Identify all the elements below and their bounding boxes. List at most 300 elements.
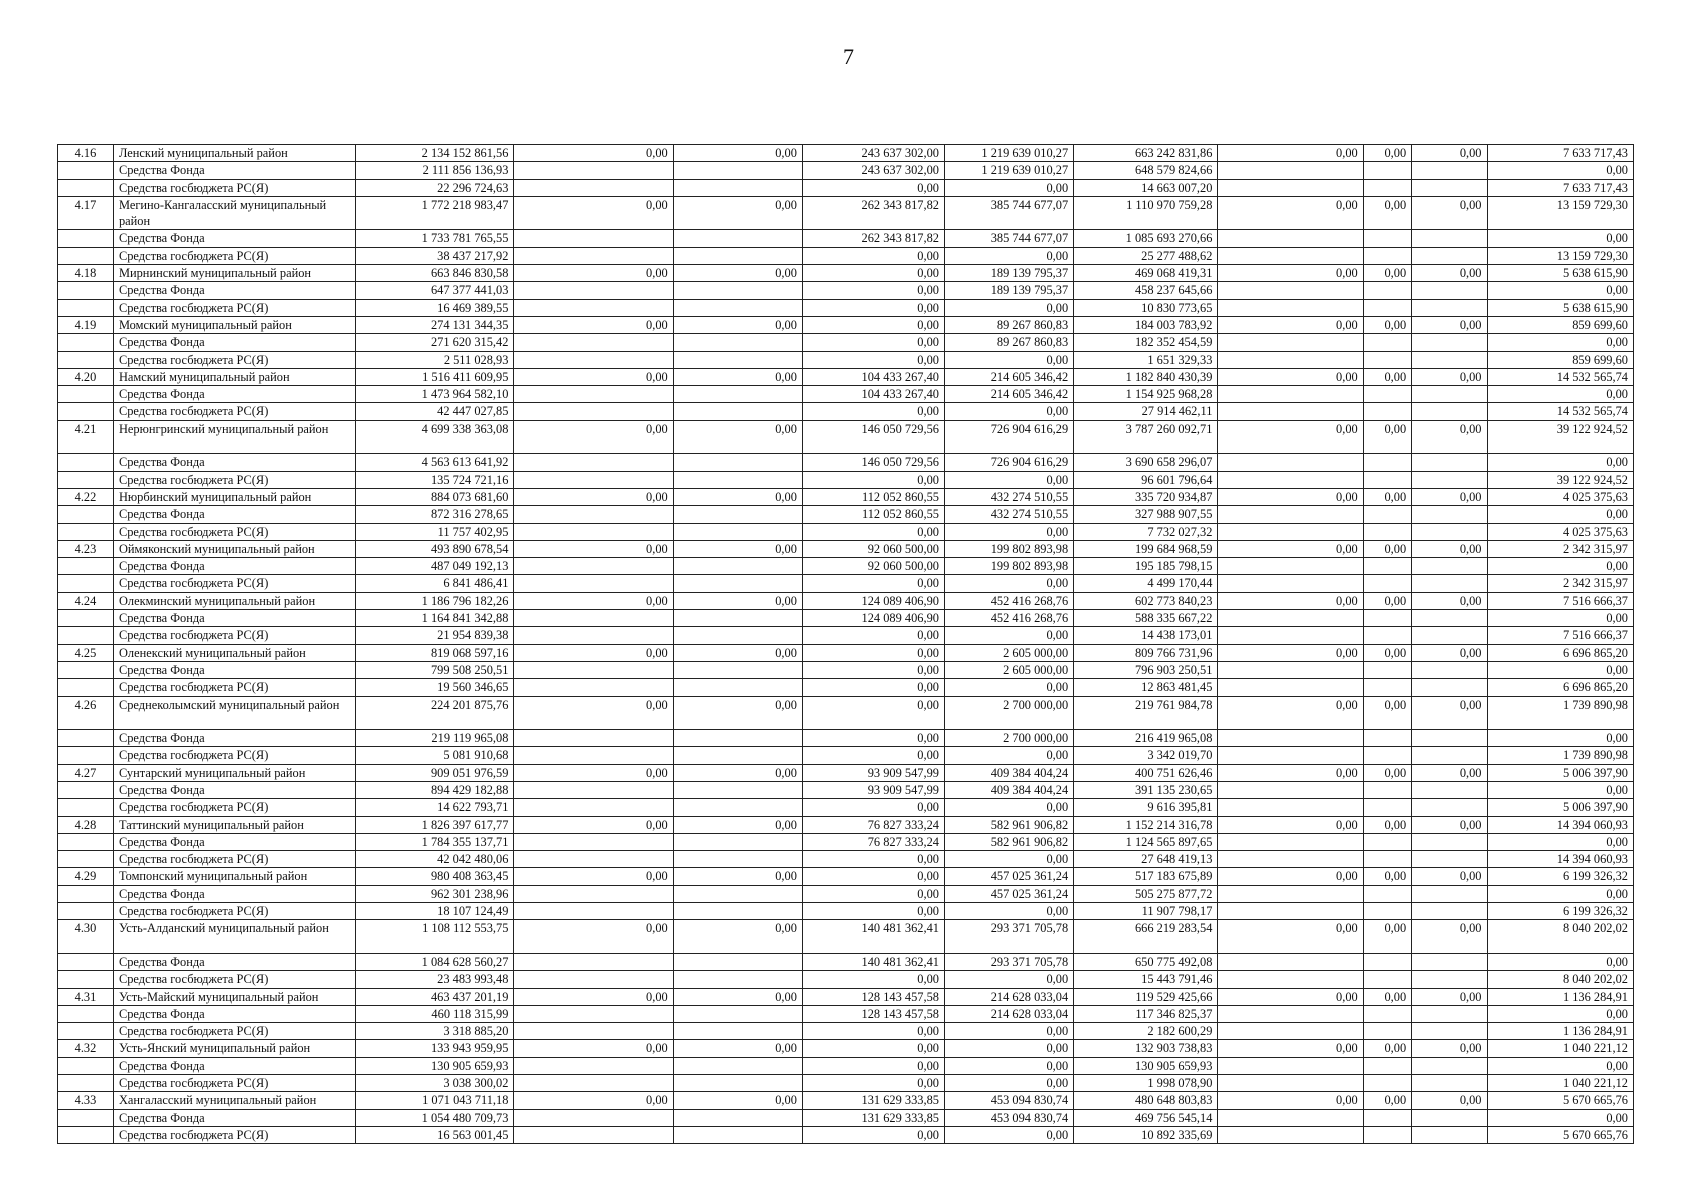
district-name: Намский муниципальный район (113, 368, 355, 385)
amount-cell: 140 481 362,41 (802, 920, 944, 954)
amount-cell: 452 416 268,76 (944, 610, 1073, 627)
amount-cell: 0,00 (673, 368, 802, 385)
amount-cell: 0,00 (802, 179, 944, 196)
amount-cell (673, 1126, 802, 1143)
amount-cell (1363, 661, 1411, 678)
page-number: 7 (843, 44, 854, 69)
amount-cell: 0,00 (1218, 1092, 1363, 1109)
amount-cell (1412, 1023, 1487, 1040)
amount-cell (673, 885, 802, 902)
amount-cell: 16 469 389,55 (356, 299, 514, 316)
amount-cell: 7 732 027,32 (1074, 523, 1218, 540)
amount-cell: 1 182 840 430,39 (1074, 368, 1218, 385)
amount-cell (1412, 386, 1487, 403)
amount-cell (1412, 247, 1487, 264)
amount-cell: 0,00 (802, 316, 944, 333)
amount-cell: 0,00 (514, 644, 673, 661)
amount-cell (514, 179, 673, 196)
amount-cell: 6 696 865,20 (1487, 679, 1634, 696)
amount-cell: 1 772 218 983,47 (356, 196, 514, 230)
amount-cell: 11 757 402,95 (356, 523, 514, 540)
amount-cell (1218, 523, 1363, 540)
amount-cell (1218, 953, 1363, 970)
amount-cell (673, 506, 802, 523)
amount-cell (1218, 903, 1363, 920)
district-name: Усть-Алданский муниципальный район (113, 920, 355, 954)
amount-cell (1412, 903, 1487, 920)
amount-cell (1363, 230, 1411, 247)
amount-cell (514, 1109, 673, 1126)
amount-cell (673, 851, 802, 868)
amount-cell (1363, 523, 1411, 540)
amount-cell: 469 068 419,31 (1074, 265, 1218, 282)
row-number (58, 679, 114, 696)
table-row-fund (58, 558, 1634, 575)
amount-cell: 130 905 659,93 (1074, 1057, 1218, 1074)
table-row-fund (58, 781, 1634, 798)
amount-cell (514, 661, 673, 678)
amount-cell (1363, 747, 1411, 764)
amount-cell: 8 040 202,02 (1487, 920, 1634, 954)
amount-cell: 2 700 000,00 (944, 730, 1073, 747)
amount-cell: 0,00 (802, 282, 944, 299)
amount-cell (1412, 1005, 1487, 1022)
amount-cell: 189 139 795,37 (944, 265, 1073, 282)
amount-cell: 1 071 043 711,18 (356, 1092, 514, 1109)
amount-cell (1218, 610, 1363, 627)
amount-cell: 1 124 565 897,65 (1074, 833, 1218, 850)
amount-cell: 0,00 (514, 764, 673, 781)
amount-cell: 13 159 729,30 (1487, 196, 1634, 230)
amount-cell: 0,00 (802, 851, 944, 868)
amount-cell: 0,00 (802, 299, 944, 316)
amount-cell (673, 730, 802, 747)
source-label: Средства госбюджета РС(Я) (113, 523, 355, 540)
amount-cell (673, 679, 802, 696)
amount-cell (1218, 299, 1363, 316)
table-row-state-budget (58, 471, 1634, 488)
amount-cell: 0,00 (1487, 730, 1634, 747)
source-label: Средства госбюджета РС(Я) (113, 299, 355, 316)
amount-cell: 1 154 925 968,28 (1074, 386, 1218, 403)
table-row-total (58, 368, 1634, 385)
amount-cell: 650 775 492,08 (1074, 953, 1218, 970)
amount-cell (1218, 247, 1363, 264)
amount-cell: 0,00 (944, 799, 1073, 816)
source-label: Средства госбюджета РС(Я) (113, 627, 355, 644)
row-number: 4.30 (58, 920, 114, 954)
row-number: 4.19 (58, 316, 114, 333)
table-row-total (58, 764, 1634, 781)
amount-cell: 0,00 (1363, 868, 1411, 885)
amount-cell: 0,00 (1218, 265, 1363, 282)
amount-cell (1412, 1075, 1487, 1092)
amount-cell: 0,00 (802, 1075, 944, 1092)
amount-cell: 131 629 333,85 (802, 1109, 944, 1126)
amount-cell: 0,00 (673, 816, 802, 833)
amount-cell: 0,00 (802, 403, 944, 420)
row-number (58, 386, 114, 403)
amount-cell: 0,00 (1363, 265, 1411, 282)
amount-cell: 92 060 500,00 (802, 540, 944, 557)
amount-cell (1412, 1126, 1487, 1143)
amount-cell: 799 508 250,51 (356, 661, 514, 678)
amount-cell: 0,00 (1412, 488, 1487, 505)
table-row-state-budget (58, 179, 1634, 196)
amount-cell: 0,00 (1412, 696, 1487, 730)
table-row-fund (58, 282, 1634, 299)
amount-cell: 6 199 326,32 (1487, 868, 1634, 885)
amount-cell: 4 025 375,63 (1487, 488, 1634, 505)
amount-cell (673, 403, 802, 420)
amount-cell (1363, 282, 1411, 299)
amount-cell (1218, 799, 1363, 816)
amount-cell: 124 089 406,90 (802, 610, 944, 627)
amount-cell: 7 633 717,43 (1487, 145, 1634, 162)
amount-cell: 0,00 (944, 471, 1073, 488)
source-label: Средства Фонда (113, 230, 355, 247)
amount-cell: 23 483 993,48 (356, 971, 514, 988)
amount-cell: 487 049 192,13 (356, 558, 514, 575)
amount-cell: 1 739 890,98 (1487, 696, 1634, 730)
amount-cell: 909 051 976,59 (356, 764, 514, 781)
amount-cell: 0,00 (514, 920, 673, 954)
amount-cell: 0,00 (1412, 196, 1487, 230)
source-label: Средства Фонда (113, 454, 355, 471)
row-number: 4.27 (58, 764, 114, 781)
amount-cell (514, 781, 673, 798)
district-name: Оленекский муниципальный район (113, 644, 355, 661)
table-row-fund (58, 230, 1634, 247)
amount-cell: 18 107 124,49 (356, 903, 514, 920)
amount-cell: 663 846 830,58 (356, 265, 514, 282)
amount-cell (1363, 1057, 1411, 1074)
amount-cell: 726 904 616,29 (944, 454, 1073, 471)
amount-cell: 0,00 (673, 488, 802, 505)
amount-cell: 0,00 (673, 920, 802, 954)
amount-cell: 2 342 315,97 (1487, 540, 1634, 557)
amount-cell (1218, 471, 1363, 488)
amount-cell (1412, 730, 1487, 747)
source-label: Средства госбюджета РС(Я) (113, 679, 355, 696)
amount-cell: 335 720 934,87 (1074, 488, 1218, 505)
amount-cell (1412, 334, 1487, 351)
amount-cell: 0,00 (802, 730, 944, 747)
source-label: Средства Фонда (113, 334, 355, 351)
amount-cell: 224 201 875,76 (356, 696, 514, 730)
table-row-fund (58, 1057, 1634, 1074)
amount-cell: 0,00 (1487, 1109, 1634, 1126)
amount-cell (1363, 454, 1411, 471)
amount-cell: 0,00 (1487, 454, 1634, 471)
amount-cell (514, 230, 673, 247)
amount-cell: 0,00 (1412, 368, 1487, 385)
amount-cell (1412, 575, 1487, 592)
amount-cell: 0,00 (1218, 316, 1363, 333)
amount-cell: 184 003 783,92 (1074, 316, 1218, 333)
amount-cell (1363, 299, 1411, 316)
amount-cell: 132 903 738,83 (1074, 1040, 1218, 1057)
amount-cell: 0,00 (944, 575, 1073, 592)
amount-cell: 182 352 454,59 (1074, 334, 1218, 351)
table-row-fund (58, 162, 1634, 179)
amount-cell: 0,00 (802, 868, 944, 885)
district-name: Нерюнгринский муниципальный район (113, 420, 355, 454)
table-row-fund (58, 885, 1634, 902)
amount-cell (1363, 1075, 1411, 1092)
amount-cell: 0,00 (1412, 988, 1487, 1005)
amount-cell (1218, 162, 1363, 179)
table-row-state-budget (58, 403, 1634, 420)
amount-cell: 894 429 182,88 (356, 781, 514, 798)
row-number (58, 1109, 114, 1126)
amount-cell: 42 042 480,06 (356, 851, 514, 868)
table-row-total (58, 196, 1634, 230)
district-name: Усть-Янский муниципальный район (113, 1040, 355, 1057)
amount-cell: 0,00 (1487, 885, 1634, 902)
amount-cell: 391 135 230,65 (1074, 781, 1218, 798)
amount-cell: 0,00 (673, 696, 802, 730)
amount-cell: 5 638 615,90 (1487, 265, 1634, 282)
budget-table (57, 144, 1634, 1144)
amount-cell (514, 903, 673, 920)
amount-cell (1218, 1075, 1363, 1092)
table-row-fund (58, 610, 1634, 627)
amount-cell: 0,00 (802, 696, 944, 730)
amount-cell: 0,00 (514, 1040, 673, 1057)
amount-cell: 0,00 (944, 351, 1073, 368)
amount-cell (673, 386, 802, 403)
amount-cell: 0,00 (1487, 334, 1634, 351)
amount-cell (1363, 247, 1411, 264)
row-number (58, 1126, 114, 1143)
amount-cell: 0,00 (1487, 1005, 1634, 1022)
amount-cell: 0,00 (1412, 316, 1487, 333)
source-label: Средства Фонда (113, 661, 355, 678)
row-number: 4.31 (58, 988, 114, 1005)
row-number (58, 627, 114, 644)
amount-cell (1363, 971, 1411, 988)
amount-cell: 1 085 693 270,66 (1074, 230, 1218, 247)
row-number (58, 1057, 114, 1074)
amount-cell: 0,00 (1487, 386, 1634, 403)
amount-cell (1218, 351, 1363, 368)
amount-cell: 0,00 (1412, 1040, 1487, 1057)
amount-cell: 0,00 (1218, 816, 1363, 833)
amount-cell (1218, 885, 1363, 902)
amount-cell: 219 761 984,78 (1074, 696, 1218, 730)
table-row-total (58, 592, 1634, 609)
amount-cell: 0,00 (1412, 265, 1487, 282)
amount-cell: 962 301 238,96 (356, 885, 514, 902)
table-row-total (58, 696, 1634, 730)
amount-cell (1363, 1126, 1411, 1143)
amount-cell (514, 679, 673, 696)
row-number (58, 247, 114, 264)
row-number (58, 781, 114, 798)
row-number (58, 1075, 114, 1092)
amount-cell (514, 971, 673, 988)
amount-cell: 0,00 (802, 575, 944, 592)
amount-cell (1412, 971, 1487, 988)
amount-cell: 1 136 284,91 (1487, 1023, 1634, 1040)
amount-cell (514, 627, 673, 644)
amount-cell: 0,00 (1487, 610, 1634, 627)
amount-cell: 0,00 (1412, 644, 1487, 661)
amount-cell (1412, 299, 1487, 316)
source-label: Средства госбюджета РС(Я) (113, 471, 355, 488)
table-row-total (58, 1040, 1634, 1057)
amount-cell: 104 433 267,40 (802, 368, 944, 385)
row-number (58, 661, 114, 678)
district-name: Хангаласский муниципальный район (113, 1092, 355, 1109)
row-number: 4.33 (58, 1092, 114, 1109)
table-row-state-budget (58, 799, 1634, 816)
amount-cell: 1 219 639 010,27 (944, 162, 1073, 179)
row-number (58, 903, 114, 920)
amount-cell: 582 961 906,82 (944, 816, 1073, 833)
row-number (58, 610, 114, 627)
amount-cell: 16 563 001,45 (356, 1126, 514, 1143)
amount-cell: 0,00 (673, 540, 802, 557)
amount-cell: 2 134 152 861,56 (356, 145, 514, 162)
amount-cell (1363, 1005, 1411, 1022)
source-label: Средства Фонда (113, 953, 355, 970)
amount-cell (673, 1005, 802, 1022)
amount-cell (1218, 661, 1363, 678)
amount-cell: 14 622 793,71 (356, 799, 514, 816)
amount-cell: 0,00 (944, 403, 1073, 420)
amount-cell: 274 131 344,35 (356, 316, 514, 333)
amount-cell: 0,00 (1363, 145, 1411, 162)
amount-cell (514, 610, 673, 627)
amount-cell (1218, 679, 1363, 696)
amount-cell (1363, 730, 1411, 747)
amount-cell (673, 781, 802, 798)
amount-cell (1412, 610, 1487, 627)
table-row-fund (58, 1109, 1634, 1126)
amount-cell: 262 343 817,82 (802, 230, 944, 247)
table-row-fund (58, 506, 1634, 523)
amount-cell (514, 885, 673, 902)
amount-cell (1412, 454, 1487, 471)
amount-cell (1363, 386, 1411, 403)
amount-cell: 1 826 397 617,77 (356, 816, 514, 833)
district-name: Таттинский муниципальный район (113, 816, 355, 833)
amount-cell: 0,00 (1412, 1092, 1487, 1109)
amount-cell (514, 953, 673, 970)
table-row-fund (58, 953, 1634, 970)
amount-cell: 0,00 (1487, 230, 1634, 247)
amount-cell (514, 282, 673, 299)
table-row-total (58, 816, 1634, 833)
amount-cell: 726 904 616,29 (944, 420, 1073, 454)
amount-cell: 0,00 (802, 334, 944, 351)
amount-cell: 0,00 (1218, 920, 1363, 954)
source-label: Средства госбюджета РС(Я) (113, 1126, 355, 1143)
amount-cell (514, 334, 673, 351)
amount-cell: 0,00 (514, 868, 673, 885)
amount-cell (673, 799, 802, 816)
amount-cell (514, 747, 673, 764)
row-number: 4.23 (58, 540, 114, 557)
source-label: Средства Фонда (113, 282, 355, 299)
amount-cell: 463 437 201,19 (356, 988, 514, 1005)
amount-cell: 76 827 333,24 (802, 816, 944, 833)
table-row-total (58, 145, 1634, 162)
table-row-total (58, 644, 1634, 661)
amount-cell: 0,00 (1412, 420, 1487, 454)
amount-cell: 89 267 860,83 (944, 334, 1073, 351)
amount-cell: 135 724 721,16 (356, 471, 514, 488)
amount-cell: 859 699,60 (1487, 316, 1634, 333)
row-number (58, 575, 114, 592)
amount-cell: 0,00 (944, 1126, 1073, 1143)
amount-cell: 0,00 (1363, 420, 1411, 454)
amount-cell: 0,00 (802, 903, 944, 920)
amount-cell: 0,00 (1218, 420, 1363, 454)
source-label: Средства Фонда (113, 610, 355, 627)
amount-cell (1412, 747, 1487, 764)
amount-cell: 980 408 363,45 (356, 868, 514, 885)
amount-cell: 39 122 924,52 (1487, 420, 1634, 454)
amount-cell: 647 377 441,03 (356, 282, 514, 299)
amount-cell (1363, 575, 1411, 592)
district-name: Олекминский муниципальный район (113, 592, 355, 609)
amount-cell: 0,00 (673, 196, 802, 230)
amount-cell: 0,00 (1218, 592, 1363, 609)
amount-cell: 216 419 965,08 (1074, 730, 1218, 747)
row-number (58, 299, 114, 316)
amount-cell: 452 416 268,76 (944, 592, 1073, 609)
amount-cell: 457 025 361,24 (944, 868, 1073, 885)
amount-cell: 460 118 315,99 (356, 1005, 514, 1022)
amount-cell: 453 094 830,74 (944, 1109, 1073, 1126)
amount-cell: 1 040 221,12 (1487, 1075, 1634, 1092)
row-number (58, 282, 114, 299)
amount-cell: 92 060 500,00 (802, 558, 944, 575)
row-number: 4.16 (58, 145, 114, 162)
table-row-state-budget (58, 679, 1634, 696)
table-row-total (58, 1092, 1634, 1109)
amount-cell: 0,00 (944, 1023, 1073, 1040)
table-row-total (58, 265, 1634, 282)
amount-cell (673, 1075, 802, 1092)
amount-cell: 140 481 362,41 (802, 953, 944, 970)
amount-cell: 133 943 959,95 (356, 1040, 514, 1057)
amount-cell: 0,00 (944, 179, 1073, 196)
table-row-fund (58, 454, 1634, 471)
table-row-total (58, 420, 1634, 454)
amount-cell: 128 143 457,58 (802, 988, 944, 1005)
amount-cell: 0,00 (1218, 540, 1363, 557)
row-number (58, 162, 114, 179)
amount-cell (1412, 282, 1487, 299)
source-label: Средства Фонда (113, 1005, 355, 1022)
row-number (58, 971, 114, 988)
amount-cell: 0,00 (1218, 488, 1363, 505)
row-number (58, 799, 114, 816)
amount-cell: 15 443 791,46 (1074, 971, 1218, 988)
amount-cell (1412, 851, 1487, 868)
source-label: Средства госбюджета РС(Я) (113, 351, 355, 368)
amount-cell: 0,00 (1487, 558, 1634, 575)
amount-cell: 214 605 346,42 (944, 386, 1073, 403)
amount-cell: 214 628 033,04 (944, 988, 1073, 1005)
table-row-state-budget (58, 747, 1634, 764)
row-number (58, 747, 114, 764)
amount-cell (1363, 179, 1411, 196)
